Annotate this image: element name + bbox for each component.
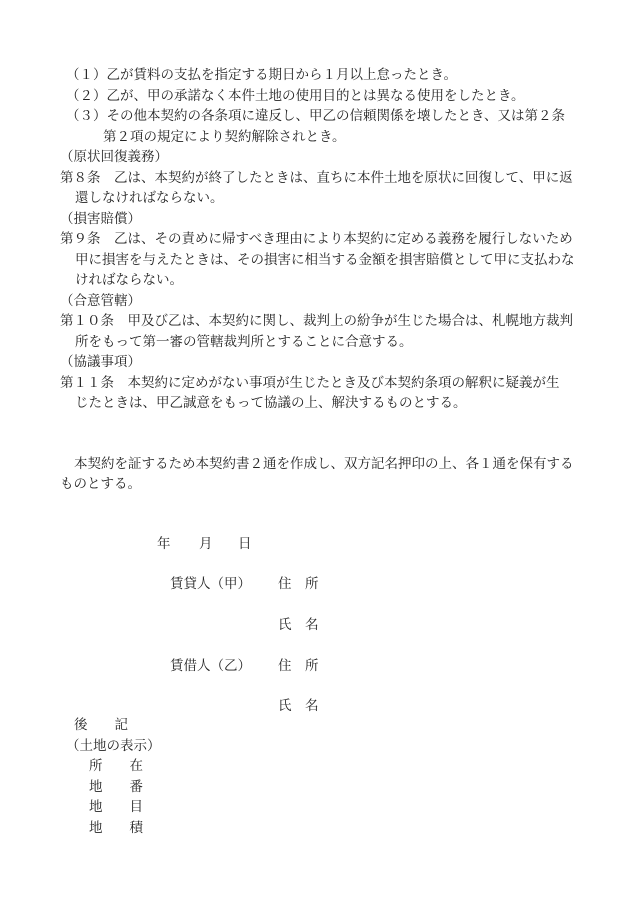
clause-item-3-line2: 第２項の規定により契約解除されとき。 — [103, 129, 346, 145]
article-9-line1: 第９条 乙は、その責めに帰すべき理由により本契約に定める義務を履行しないため — [60, 231, 573, 247]
lessor-name-label: 氏 名 — [278, 617, 319, 633]
article-10-heading: （合意管轄） — [60, 293, 141, 309]
clause-item-3-line1: （３）その他本契約の各条項に違反し、甲乙の信頼関係を壊したとき、又は第２条 — [66, 108, 565, 124]
land-category-label: 地 目 — [89, 799, 143, 815]
lessor-role: 賃貸人（甲） — [170, 576, 251, 592]
article-11-heading: （協議事項） — [60, 354, 141, 370]
article-9-heading: （損害賠償） — [60, 211, 141, 227]
closing-line2: ものとする。 — [60, 476, 141, 492]
closing-line1: 本契約を証するため本契約書２通を作成し、双方記名押印の上、各１通を保有する — [74, 456, 574, 472]
article-10-line1: 第１０条 甲及び乙は、本契約に関し、裁判上の紛争が生じた場合は、札幌地方裁判 — [60, 313, 573, 329]
date-day: 日 — [238, 536, 252, 552]
article-8-line2: 還しなければならない。 — [75, 190, 224, 206]
date-year: 年 — [157, 536, 171, 552]
land-area-label: 地 積 — [89, 820, 143, 836]
land-location-label: 所 在 — [89, 758, 143, 774]
lessee-role: 賃借人（乙） — [170, 658, 251, 674]
article-11-line1: 第１１条 本契約に定めがない事項が生じたとき及び本契約条項の解釈に疑義が生 — [60, 375, 560, 391]
lessor-address-label: 住 所 — [278, 576, 319, 592]
postscript-subtitle: （土地の表示） — [66, 738, 161, 754]
land-lot-number-label: 地 番 — [89, 779, 143, 795]
date-month: 月 — [199, 536, 213, 552]
article-8-line1: 第８条 乙は、本契約が終了したときは、直ちに本件土地を原状に回復して、甲に返 — [60, 170, 573, 186]
article-11-line2: じたときは、甲乙誠意をもって協議の上、解決するものとする。 — [75, 395, 467, 411]
article-9-line2: 甲に損害を与えたときは、その損害に相当する金額を損害賠償として甲に支払わな — [75, 252, 575, 268]
lessee-address-label: 住 所 — [278, 658, 319, 674]
article-10-line2: 所をもって第一審の管轄裁判所とすることに合意する。 — [75, 334, 413, 350]
article-9-line3: ければならない。 — [75, 272, 183, 288]
lessee-name-label: 氏 名 — [278, 698, 319, 714]
clause-item-1: （１）乙が賃料の支払を指定する期日から１月以上怠ったとき。 — [66, 67, 457, 83]
postscript-title: 後 記 — [74, 717, 128, 733]
clause-item-2: （２）乙が、甲の承諾なく本件土地の使用目的とは異なる使用をしたとき。 — [66, 88, 525, 104]
article-8-heading: （原状回復義務） — [60, 149, 168, 165]
